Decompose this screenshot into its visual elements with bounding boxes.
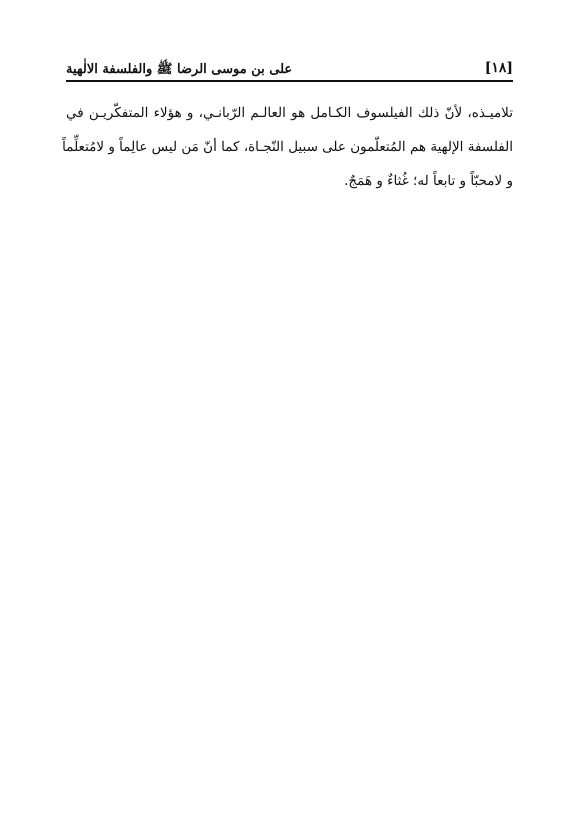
text-line: و لامحبّاً و تابعاً له؛ غُثاءٌ و هَمَجٌ. <box>344 173 513 189</box>
body-paragraph <box>62 96 513 198</box>
page-number: [١٨] <box>484 60 513 76</box>
text-line: الفلسفة الإلهیة هم المُتعلّمون علی سبیل النّجـاة، کما أنّ مَن لیس عالِماً و لامُتعلِّماً <box>62 139 513 155</box>
running-header <box>66 56 513 82</box>
header-rule <box>66 80 513 82</box>
running-title: علی بن موسی الرضا ﷺ والفلسفة الالٰهية <box>66 62 293 77</box>
text-line: تلامیـذه، لأنّ ذلك الفیلسوف الکـامل هو العالـم الرّبانـي، و هؤلاء المتفکّریـن في <box>66 105 513 121</box>
